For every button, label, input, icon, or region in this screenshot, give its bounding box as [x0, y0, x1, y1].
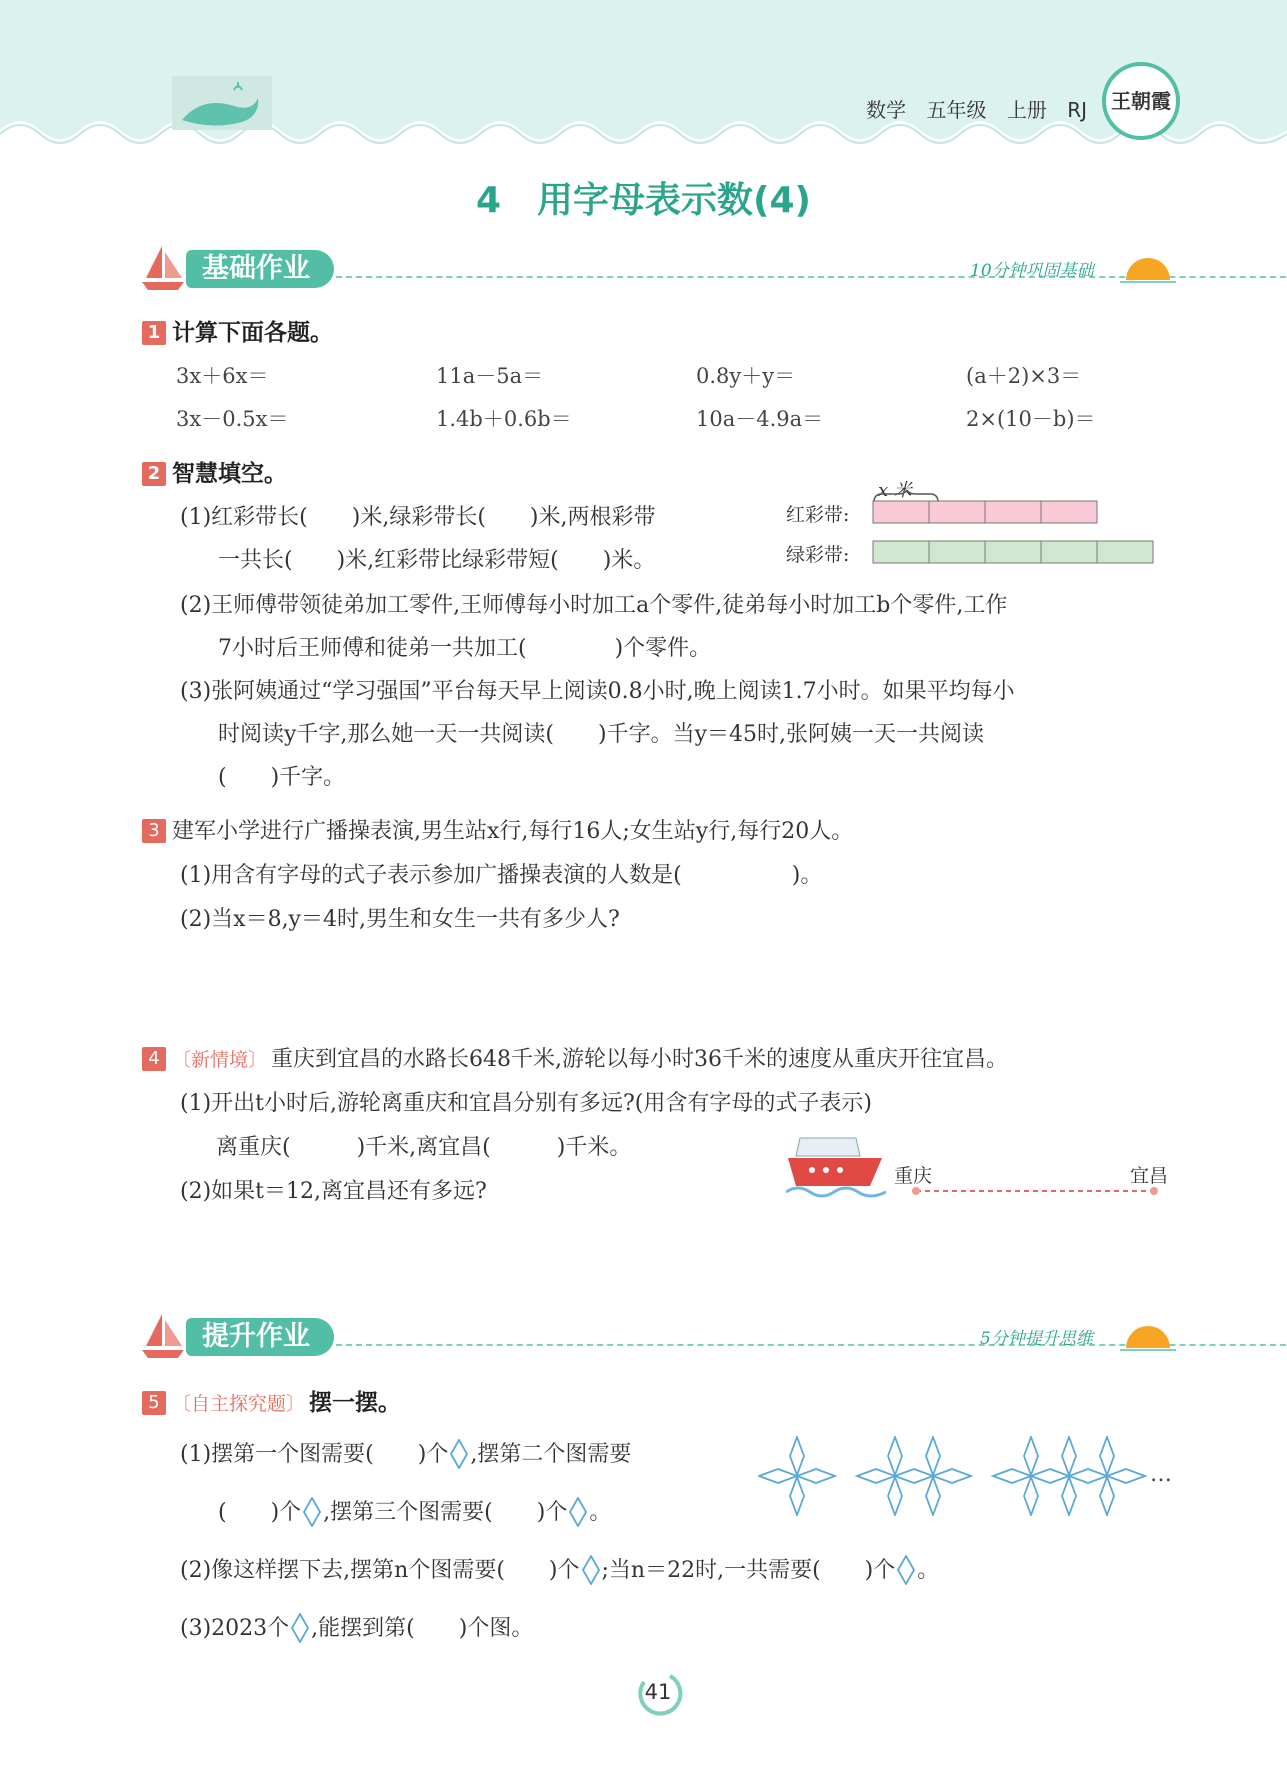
q2-title: 智慧填空。: [172, 461, 287, 487]
q1-item: (a＋2)×3＝: [966, 364, 1082, 388]
pattern-diamond: [790, 1477, 804, 1515]
cruise-ship-icon: [786, 1128, 886, 1208]
sailboat-icon: [140, 1310, 186, 1362]
pattern-diamond: [1024, 1477, 1038, 1515]
q2-part1-line2: 一共长( )米,红彩带比绿彩带短( )米。: [218, 548, 656, 573]
page-number: 41: [644, 1680, 672, 1704]
red-ribbon-segment: [985, 501, 1041, 523]
q3-part2: (2)当x＝8,y＝4时,男生和女生一共有多少人?: [180, 907, 620, 932]
green-ribbon-segment: [1041, 541, 1097, 563]
q2-heading: [142, 455, 287, 488]
q5-p3-text-a: (3)2023个: [180, 1616, 290, 1641]
q4-part1-fill: 离重庆( )千米,离宜昌( )千米。: [216, 1135, 632, 1160]
ribbon-bars: [872, 500, 1172, 566]
q5-part1-line1: [180, 1437, 631, 1469]
pattern-diamond: [790, 1437, 804, 1475]
page-title: 4 用字母表示数(4): [475, 180, 811, 221]
q3-part1: (1)用含有字母的式子表示参加广播操表演的人数是( )。: [180, 863, 823, 888]
q2-part3-line3: ( )千字。: [218, 765, 346, 790]
q2-part2-line1: (2)王师傅带领徒弟加工零件,王师傅每小时加工a个零件,徒弟每小时加工b个零件,工作: [180, 593, 1008, 618]
pattern-diamond: [1100, 1477, 1114, 1515]
pattern-diamond: [933, 1469, 971, 1483]
q4-part1: (1)开出t小时后,游轮离重庆和宜昌分别有多远?(用含有字母的式子表示): [180, 1091, 872, 1116]
pattern-diamond: [1062, 1477, 1076, 1515]
pattern-diamond: [1031, 1469, 1069, 1483]
q1-item: 11a－5a＝: [436, 364, 544, 388]
q1-item: 10a－4.9a＝: [696, 407, 824, 431]
pattern-ellipsis: …: [1150, 1462, 1172, 1487]
diamond-patterns: [758, 1436, 1148, 1516]
diamond-icon: [569, 1497, 587, 1527]
q1-item: 0.8y＋y＝: [696, 364, 796, 388]
volume: 上册: [1006, 98, 1047, 122]
section-advanced-subtitle: 5分钟提升思维: [980, 1329, 1093, 1349]
sailboat-icon: [140, 242, 186, 294]
pattern-diamond: [759, 1469, 797, 1483]
pattern-diamond: [1100, 1437, 1114, 1475]
q1-heading: [142, 314, 333, 347]
q5-tag: 〔自主探究题〕: [172, 1393, 306, 1415]
section-advanced-label: 提升作业: [186, 1318, 334, 1356]
red-ribbon-segment: [929, 501, 985, 523]
q4-intro: [142, 1042, 1008, 1073]
sun-icon: [1120, 1322, 1176, 1352]
section-basic-banner: [140, 248, 1180, 292]
green-ribbon-segment: [929, 541, 985, 563]
q5-title: 摆一摆。: [309, 1390, 402, 1416]
route-to: 宜昌: [1130, 1165, 1169, 1187]
q5-p2-text-c: 。: [917, 1558, 940, 1583]
q1-number: 1: [142, 321, 166, 345]
pattern-diamond: [895, 1469, 933, 1483]
diamond-icon: [291, 1613, 309, 1643]
book-info: [866, 94, 1087, 123]
route-from: 重庆: [894, 1165, 933, 1187]
q1-item: 1.4b＋0.6b＝: [436, 407, 572, 431]
green-ribbon-label: 绿彩带:: [786, 544, 850, 566]
grade: 五年级: [926, 98, 987, 122]
q5-part1-line2: [218, 1495, 611, 1527]
whale-icon: [172, 76, 272, 130]
diamond-icon: [897, 1555, 915, 1585]
green-ribbon-segment: [985, 541, 1041, 563]
red-ribbon-label: 红彩带:: [786, 504, 850, 526]
q2-part3-line2: 时阅读y千字,那么她一天一共阅读( )千字。当y＝45时,张阿姨一天一共阅读: [218, 722, 985, 747]
q3-intro: [142, 814, 853, 845]
diamond-icon: [303, 1497, 321, 1527]
q5-p2-text-a: (2)像这样摆下去,摆第n个图需要( )个: [180, 1558, 580, 1583]
edition: RJ: [1067, 98, 1087, 122]
section-basic-label: 基础作业: [186, 250, 334, 288]
q5-p2-text-b: ;当n＝22时,一共需要( )个: [601, 1558, 896, 1583]
red-ribbon-segment: [1041, 501, 1097, 523]
q2-number: 2: [142, 462, 166, 486]
pattern-diamond: [888, 1437, 902, 1475]
q3-intro-text: 建军小学进行广播操表演,男生站x行,每行16人;女生站y行,每行20人。: [172, 819, 854, 844]
pattern-diamond: [1107, 1469, 1145, 1483]
q5-number: 5: [142, 1391, 166, 1415]
ribbon-diagram: [786, 476, 1166, 566]
ribbon-unit-label: x 米: [878, 480, 912, 501]
q5-p1-text-d: ,摆第三个图需要( )个: [323, 1500, 568, 1525]
page-number-badge: [636, 1670, 684, 1718]
q5-part2: [180, 1553, 939, 1585]
diamond-icon: [450, 1439, 468, 1469]
section-basic-subtitle: 10分钟巩固基础: [970, 261, 1094, 281]
pattern-diamond: [1062, 1437, 1076, 1475]
q2-part3-line1: (3)张阿姨通过“学习强国”平台每天早上阅读0.8小时,晚上阅读1.7小时。如果平均每小: [180, 679, 1015, 704]
q1-item: 2×(10－b)＝: [966, 407, 1096, 431]
q2-part2-line2: 7小时后王师傅和徒弟一共加工( )个零件。: [218, 636, 712, 661]
pattern-diamond: [926, 1477, 940, 1515]
q5-part3: [180, 1611, 533, 1643]
q1-item: 3x＋6x＝: [176, 364, 269, 388]
pattern-diamond: [993, 1469, 1031, 1483]
red-ribbon-segment: [873, 501, 929, 523]
pattern-diamond: [888, 1477, 902, 1515]
pattern-diamond: [797, 1469, 835, 1483]
green-ribbon-segment: [873, 541, 929, 563]
route-line: [910, 1184, 1160, 1198]
subject: 数学: [866, 98, 907, 122]
brand-logo: [1102, 62, 1180, 140]
q5-p3-text-b: ,能摆到第( )个图。: [311, 1616, 534, 1641]
q4-number: 4: [142, 1047, 166, 1071]
diamond-icon: [582, 1555, 600, 1585]
q3-number: 3: [142, 819, 166, 843]
sun-icon: [1120, 254, 1176, 284]
q5-heading: [142, 1384, 401, 1417]
q2-part1-line1: (1)红彩带长( )米,绿彩带长( )米,两根彩带: [180, 505, 656, 530]
q5-p1-text-c: ( )个: [218, 1500, 302, 1525]
q1-title: 计算下面各题。: [172, 320, 333, 346]
pattern-diamond: [926, 1437, 940, 1475]
q4-tag: 〔新情境〕: [172, 1049, 268, 1071]
pattern-diamond: [857, 1469, 895, 1483]
pattern-diamond: [1024, 1437, 1038, 1475]
q5-p1-text-e: 。: [589, 1500, 612, 1525]
logo-text: 王朝霞: [1111, 89, 1171, 113]
q5-p1-text-b: ,摆第二个图需要: [470, 1442, 632, 1467]
q5-p1-text-a: (1)摆第一个图需要( )个: [180, 1442, 449, 1467]
green-ribbon-segment: [1097, 541, 1153, 563]
q4-part2: (2)如果t＝12,离宜昌还有多远?: [180, 1179, 487, 1204]
q1-item: 3x－0.5x＝: [176, 407, 289, 431]
q4-intro-text: 重庆到宜昌的水路长648千米,游轮以每小时36千米的速度从重庆开往宜昌。: [271, 1047, 1008, 1072]
pattern-diamond: [1069, 1469, 1107, 1483]
section-advanced-banner: [140, 1316, 1180, 1360]
